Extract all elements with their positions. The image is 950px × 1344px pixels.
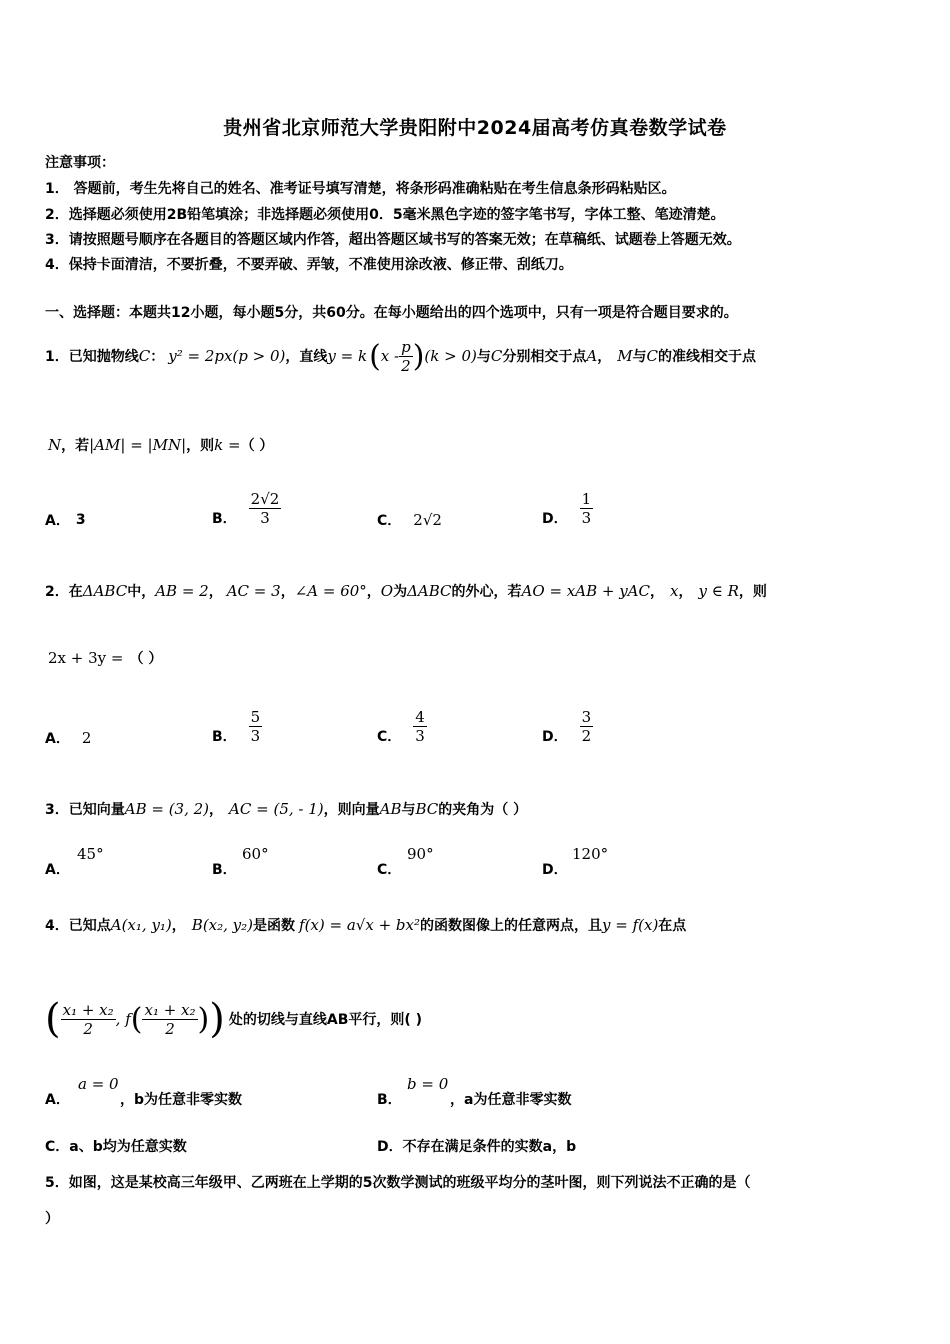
q1-text: 与 [476,349,491,365]
q3-vector-ab: AB = (3, 2) [124,800,210,818]
q1-options [45,488,645,538]
question-5-close: ） [45,1211,59,1227]
q4-text: 在点 [658,918,687,934]
q3-text: 与 [401,802,416,818]
q1-text: 分别相交于点 [502,349,587,365]
q1-curve-name: C [490,347,503,365]
question-4-point: ( $\frac{\text{x₁ + x₂}}{2}$ , f ( $\frac{\text{x₁ + x₂}}{2}$ ) ) 处的切线与直线AB平行，则( ) [45,996,423,1042]
q2-point-o: O [380,582,394,600]
q1-point-n: N [48,436,62,454]
q1-colon: ： [150,349,165,365]
q4-option-d[interactable]: D．不存在满足条件的实数a，b [377,1139,577,1155]
q3-options [45,843,745,879]
q1-text: 1．已知抛物线 [45,349,139,365]
option-label: C． [377,862,402,878]
q4-text: 的函数图像上的任意两点，且 [420,918,602,934]
option-fraction: $\frac{5}{3}$ [250,707,261,745]
notice-item-4: 4．保持卡面清洁，不要折叠，不要弄破、弄皱，不准使用涂改液、修正带、刮纸刀。 [45,257,573,273]
q3-comma: ， [209,802,224,818]
q2-comma: ， [366,584,381,600]
q4-midpoint-x: $\frac{\text{x₁ + x₂}}{2}$ [62,1000,114,1038]
option-label: A． [45,513,70,529]
q1-text: 与 [632,349,647,365]
q4-text: 处的切线与直线AB平行，则( ) [228,1012,423,1028]
q1-fraction: $\frac{p}{2}$ [401,337,411,375]
option-value: 3 [75,512,86,528]
q4-option-c[interactable]: C．a、b均为任意实数 [45,1139,187,1155]
q1-option-c[interactable] [377,510,442,530]
option-fraction: $\frac{2√2}{3}$ [250,489,280,527]
question-4-stem [45,910,686,940]
option-label: B． [212,862,237,878]
q2-options [45,706,645,756]
q1-condition-equation: |AM| = |MN| [89,436,187,454]
option-label: B． [377,1092,402,1108]
q1-line-x: x - [380,347,400,365]
option-label: B． [212,511,237,527]
option-value: 90° [407,845,434,863]
question-5-stem: 5．如图，这是某校高三年级甲、乙两班在上学期的5次数学测试的班级平均分的茎叶图，则下列说法不正确的是（ [45,1175,751,1191]
q2-text: 为 [393,584,408,600]
option-equation: b = 0 [407,1075,449,1093]
notice-item-3: 3．请按照题号顺序在各题目的答题区域内作答，超出答题区域书写的答案无效；在草稿纸、试题卷上答题无效。 [45,232,741,248]
q3-vector-ac: AC = (5, - 1) [229,800,324,818]
q3-bc: BC [415,800,439,818]
option-value: ，a为任意非零实数 [450,1092,572,1108]
option-label: C． [377,729,402,745]
q1-point-a: A [586,347,598,365]
q4-midpoint-arg: $\frac{\text{x₁ + x₂}}{2}$ [144,1000,196,1038]
option-fraction: $\frac{1}{3}$ [581,489,592,527]
q2-x: x [669,582,679,600]
q2-option-d[interactable] [542,706,593,746]
q1-option-b[interactable] [212,488,281,528]
notice-item-1: 1． 答题前，考生先将自己的姓名、准考证号填写清楚，将条形码准确粘贴在考生信息条形码粘贴区。 [45,181,676,197]
q1-text: ，直线 [285,349,328,365]
q1-text: 的准线相交于点 [658,349,757,365]
q3-ab: AB [379,800,402,818]
option-label: A． [45,862,70,878]
q2-comma: ， [678,584,693,600]
q2-y-in-r: y ∈ R [698,582,739,600]
q1-point-m: M [617,347,633,365]
q1-line-equation: y = k [327,347,368,365]
option-fraction: $\frac{3}{2}$ [581,707,592,745]
q2-expression: 2x + 3y = [48,649,124,667]
page-title: 贵州省北京师范大学贵阳附中2024届高考仿真卷数学试卷 [223,117,727,139]
q3-text: ，则向量 [323,802,380,818]
q4-point-b: B(x₂, y₂) [191,916,254,934]
q2-text: 的外心，若 [451,584,522,600]
q4-options-ab [45,1075,745,1115]
option-value: 45° [77,845,104,863]
q1-option-a[interactable] [45,510,86,530]
q2-ab: AB = 2 [155,582,209,600]
q3-text: 的夹角为（ ） [438,802,528,818]
q1-curve-name: C [646,347,659,365]
q2-vector-equation: AO = xAB + yAC [521,582,650,600]
option-equation: a = 0 [78,1075,119,1093]
notice-item-2: 2．选择题必须使用2B铅笔填涂；非选择题必须使用0．5毫米黑色字迹的签字笔书写，字体工整、笔迹清楚。 [45,207,725,223]
option-value: ，b为任意非零实数 [120,1092,243,1108]
option-label: A． [45,731,70,747]
option-label: A． [45,1092,70,1108]
q2-option-c[interactable] [377,706,427,746]
q3-text: 3．已知向量 [45,802,125,818]
notice-heading: 注意事项： [45,155,115,171]
q4-text: 4．已知点 [45,918,111,934]
q4-point-a: A(x₁, y₁) [110,916,172,934]
question-1-stem: 1．已知抛物线 C ： y² = 2px(p > 0) ，直线 y = k ( x - $\frac{p}{2}$ ) (k > 0) 与 C 分别相交于点 A ， M 与 C 的准线相交于点 [45,337,757,375]
option-value: 60° [242,845,269,863]
q1-curve-name: C [138,347,151,365]
q4-y-equals-fx: y = f(x) [602,916,659,934]
option-value: 2 [81,729,92,747]
question-3-stem [45,794,527,824]
q4-comma: ， [171,918,186,934]
option-label: B． [212,729,237,745]
q1-parabola-equation: y² = 2px(p > 0) [168,347,286,365]
question-2-expression [48,643,162,673]
question-2-stem [45,576,767,606]
question-1-condition [48,430,273,460]
q1-option-d[interactable] [542,488,593,528]
q2-comma: ， [280,584,295,600]
option-label: D． [542,511,568,527]
q2-text: 2．在 [45,584,83,600]
q1-k-condition: (k > 0) [424,347,477,365]
option-value: 2√2 [413,511,442,529]
option-label: C． [377,513,402,529]
q2-option-a[interactable] [45,728,91,748]
q2-triangle: ΔABC [82,582,128,600]
q1-answer-blank: （ ） [240,438,274,454]
q2-angle: ∠A = 60° [294,582,367,600]
q2-answer-blank: （ ） [129,651,163,667]
option-label: D． [542,862,568,878]
q1-k: k = [214,436,241,454]
option-value: 120° [572,845,609,863]
q2-text: ，则 [738,584,767,600]
q2-comma: ， [649,584,664,600]
q1-comma: ， [597,349,612,365]
option-fraction: $\frac{4}{3}$ [415,707,425,745]
q2-option-b[interactable] [212,706,262,746]
q4-function: f(x) = a√x + bx² [299,916,420,934]
q2-ac: AC = 3 [226,582,281,600]
option-label: D． [542,729,568,745]
q2-comma: ， [208,584,223,600]
q2-triangle: ΔABC [407,582,452,600]
q2-text: 中， [127,584,156,600]
q1-text: ，则 [186,438,215,454]
q4-text: 是函数 [253,918,296,934]
q4-f: , f [115,1010,131,1028]
q1-text: ，若 [61,438,90,454]
section-heading: 一、选择题：本题共12小题，每小题5分，共60分。在每小题给出的四个选项中，只有一项是符合题目要求的。 [45,305,738,321]
